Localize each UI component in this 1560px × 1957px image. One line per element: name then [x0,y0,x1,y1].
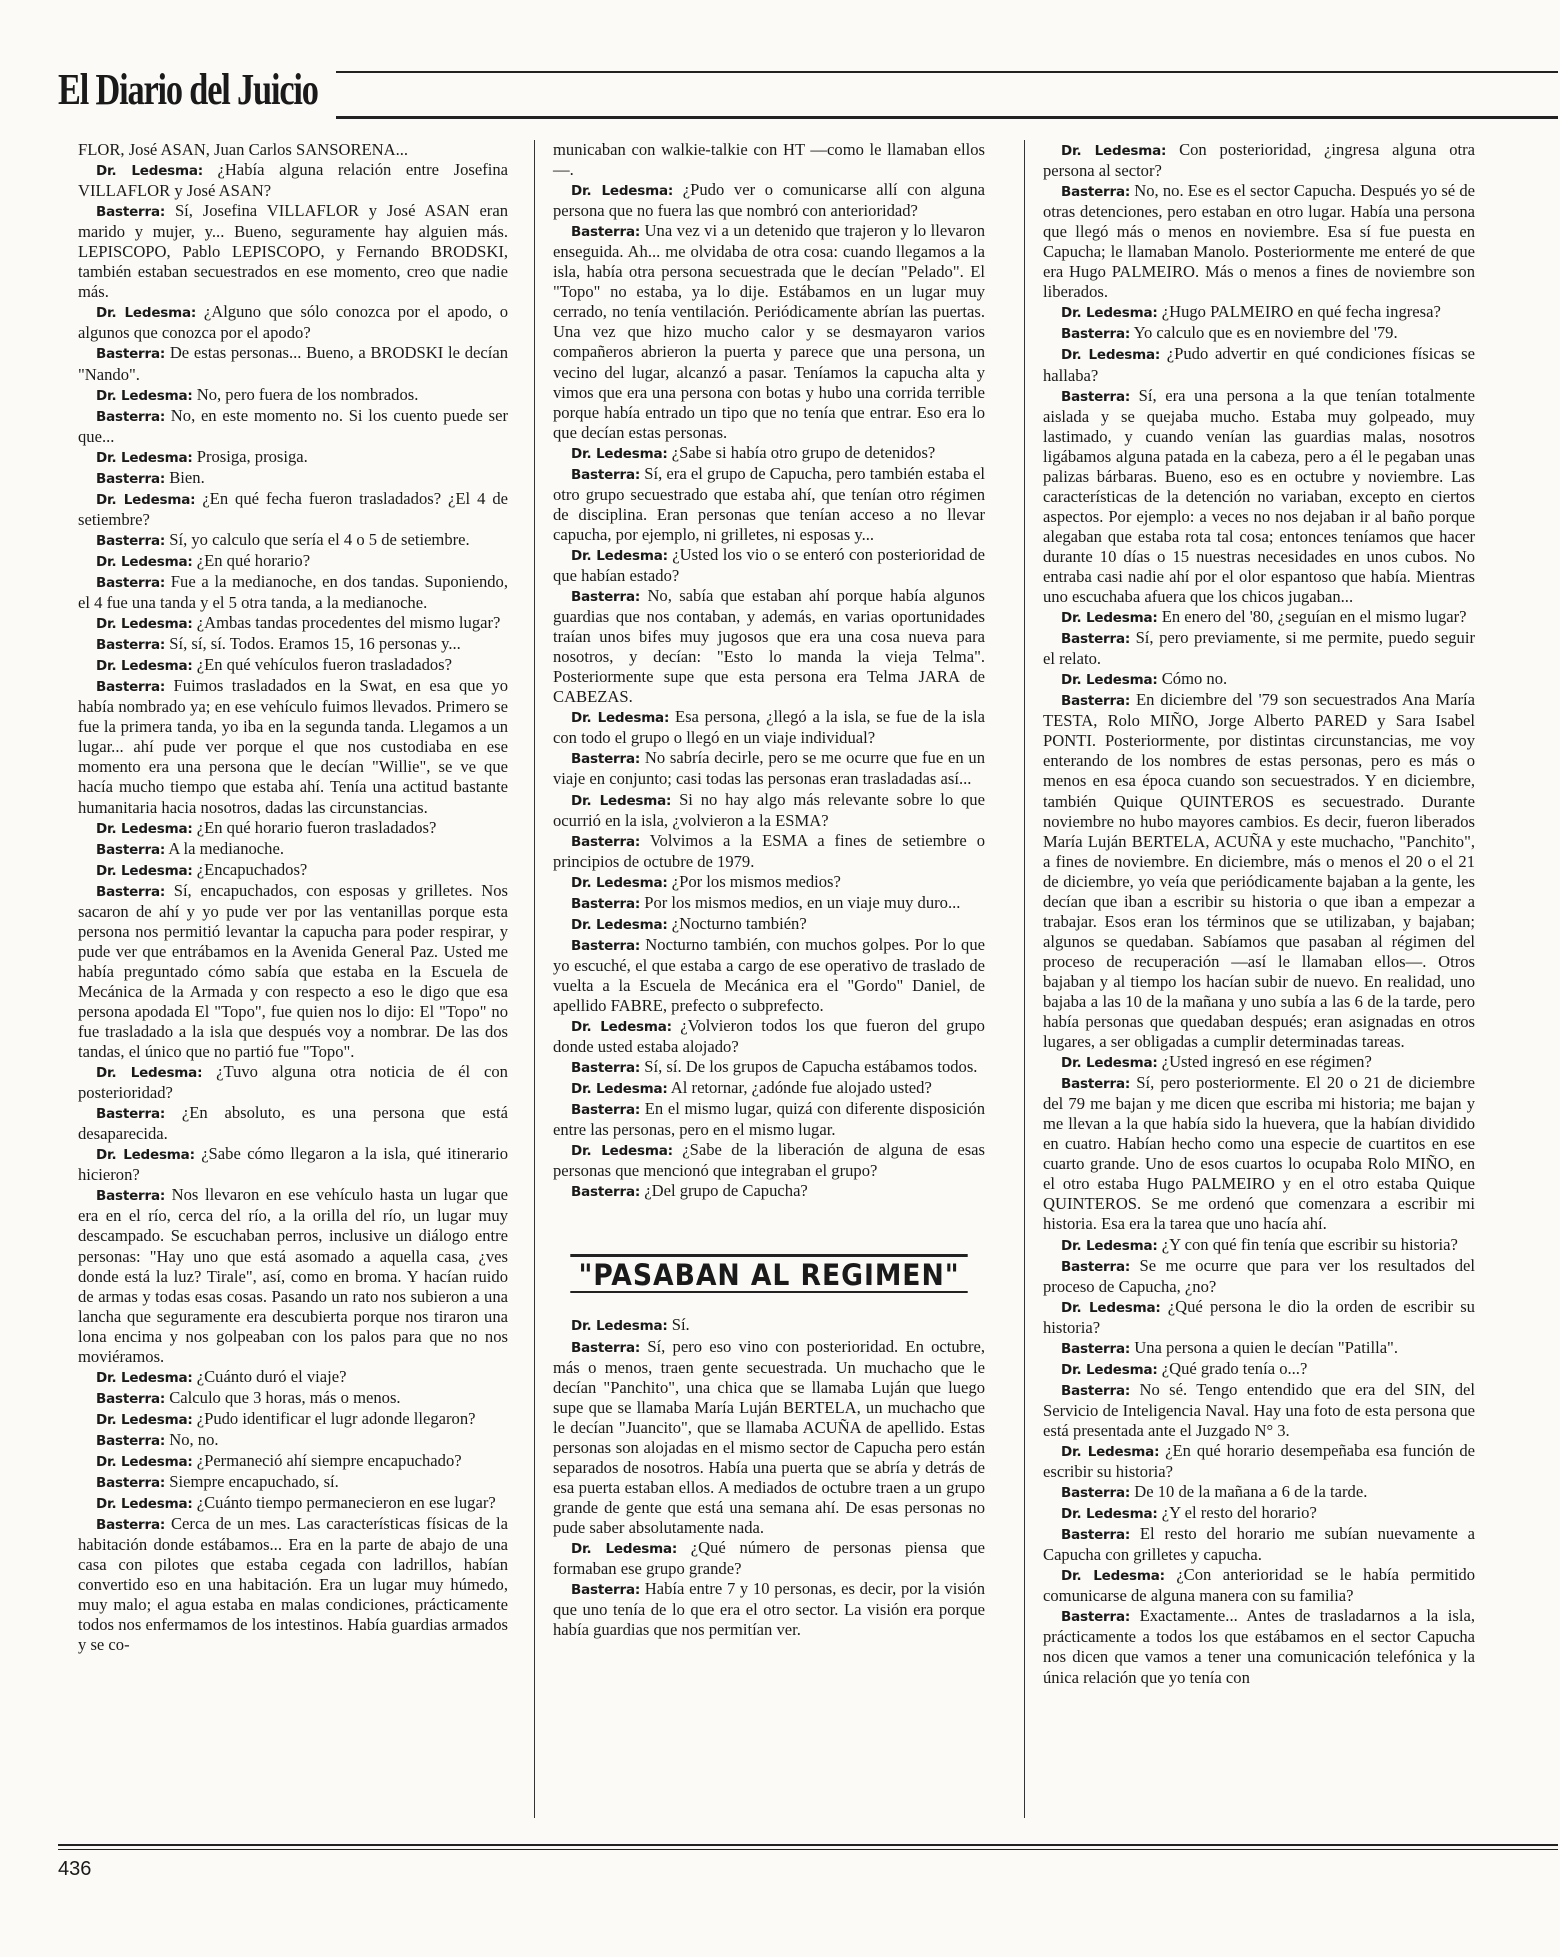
speech-text: Fue a la medianoche, en dos tandas. Suponiendo, el 4 fue una tanda y el 5 otra tanda, a la medianoche. [78,571,508,613]
speaker-label: Dr. Ledesma: [571,1143,673,1160]
speaker-label: Basterra: [96,637,166,654]
speaker-label: Basterra: [571,833,641,850]
speaker-label: Dr. Ledesma: [96,658,193,675]
speaker-label: Basterra: [1061,1609,1131,1626]
speaker-label: Basterra: [1061,1076,1131,1093]
speaker-label: Basterra: [96,346,166,363]
speech-text: FLOR, José ASAN, Juan Carlos SANSORENA... [78,140,409,159]
transcript-paragraph [78,406,508,447]
speech-text: Sí, era el grupo de Capucha, pero también estaba el otro grupo secuestrado que estaba ahí, que tenían otro régimen de disciplina. Eran personas que tenían acceso a no llevar capucha, por ejemplo, ni grilletes, ni esposas y... [553,463,985,544]
speaker-label: Dr. Ledesma: [96,1369,193,1386]
speech-text: ¿Qué número de personas piensa que formaban ese grupo grande? [553,1538,985,1579]
speech-text: municaban con walkie-talkie con HT —como le llamaban ellos—. [553,140,985,180]
speaker-label: Basterra: [1061,1340,1131,1357]
transcript-paragraph [1043,1482,1475,1503]
transcript-paragraph [1043,386,1475,608]
transcript-paragraph [78,385,508,406]
transcript-paragraph [553,1057,985,1078]
speaker-label: Dr. Ledesma: [1061,672,1158,689]
speech-text: No sabría decirle, pero se me ocurre que fue en un viaje en conjunto; casi todas las personas eran trasladadas así... [553,748,985,789]
speech-text: Por los mismos medios, en un viaje muy duro... [644,892,961,912]
transcript-paragraph [78,551,508,572]
speech-text: ¿En qué horario fueron trasladados? [196,817,437,837]
speech-text: Sí, sí, sí. Todos. Eramos 15, 16 personas y... [169,634,461,654]
speaker-label: Basterra: [571,1102,641,1119]
speech-text: ¿Del grupo de Capucha? [644,1181,808,1201]
transcript-paragraph [553,831,985,872]
speech-text: ¿Alguno que sólo conozca por el apodo, o algunos que conozca por el apodo? [78,302,509,343]
speech-text: ¿Sabe de la liberación de alguna de esas personas que mencionó que integraban el grupo? [553,1140,985,1181]
speaker-label: Basterra: [1061,388,1131,405]
speech-text: Bien. [169,467,205,487]
speech-text: ¿Hugo PALMEIRO en qué fecha ingresa? [1161,302,1441,322]
speech-text: ¿Sabe cómo llegaron a la isla, qué itinerario hicieron? [78,1144,509,1185]
transcript-paragraph [78,489,508,530]
speaker-label: Dr. Ledesma: [96,491,196,508]
transcript-paragraph [553,1099,985,1140]
speech-text: ¿Qué persona le dio la orden de escribir su historia? [1043,1296,1475,1337]
speech-text: Exactamente... Antes de trasladarnos a la isla, prácticamente a todos los que estábamos en el sector Capucha nos dicen que vamos a tener una comunicación telefónica y la única relación que yo tenía con [1043,1606,1476,1687]
transcript-paragraph [1043,1606,1475,1687]
transcript-paragraph [1043,1359,1475,1380]
transcript-paragraph [78,530,508,551]
speaker-label: Basterra: [571,589,641,606]
speaker-label: Dr. Ledesma: [1061,1299,1161,1316]
speaker-label: Basterra: [96,470,166,487]
speaker-label: Dr. Ledesma: [571,445,668,462]
speech-text: Había entre 7 y 10 personas, es decir, por la visión que uno tenía de lo que era el otro sector. La visión era porque había guardias que nos permitían ver. [553,1579,985,1640]
speech-text: ¿Con anterioridad se le había permitido comunicarse de alguna manera con su familia? [1043,1565,1475,1606]
section-heading: "PASABAN AL REGIMEN" [570,1254,967,1293]
transcript-paragraph [78,302,508,343]
speaker-label: Basterra: [571,1184,641,1201]
speaker-label: Basterra: [571,1339,641,1356]
speaker-label: Dr. Ledesma: [96,862,193,879]
transcript-paragraph [78,655,508,676]
speaker-label: Dr. Ledesma: [96,553,193,570]
speaker-label: Dr. Ledesma: [571,1081,668,1098]
speaker-label: Dr. Ledesma: [1061,305,1158,322]
speaker-label: Basterra: [1061,1527,1131,1544]
speech-text: ¿Pudo advertir en qué condiciones físicas se hallaba? [1043,344,1475,385]
speaker-label: Basterra: [1061,326,1131,343]
transcript-paragraph [1043,1380,1475,1441]
speech-text: No, no. [169,1429,219,1449]
transcript-paragraph [1043,1503,1475,1524]
speaker-label: Basterra: [96,679,166,696]
transcript-paragraph [1043,607,1475,628]
speaker-label: Dr. Ledesma: [96,1411,193,1428]
speech-text: Volvimos a la ESMA a fines de setiembre o principios de octubre de 1979. [553,830,985,871]
speech-text: ¿En absoluto, es una persona que está desaparecida. [78,1103,508,1144]
transcript-paragraph [1043,140,1475,181]
transcript-paragraph [78,1451,508,1472]
speaker-label: Basterra: [96,1188,166,1205]
transcript-paragraph [1043,1235,1475,1256]
speech-text: Nos llevaron en ese vehículo hasta un lugar que era en el río, cerca del río, a la orilla del río, un lugar muy descampado. Se escuchaban perros, inclusive un diálogo entre personas: "Hay uno que está asomado a aquella casa, ¿ves donde está la luz? Tirale", así, como en broma. Y hacían ruido de armas y todas esas cosas. Pasando un rato nos subieron a una lancha que seguramente era descubierta porque nos tiraron una lona encima y nos golpeaban con los palos para que no nos moviéramos. [78,1185,508,1366]
speaker-label: Dr. Ledesma: [96,1496,193,1513]
transcript-paragraph [1043,181,1475,302]
speaker-label: Dr. Ledesma: [96,1454,193,1470]
transcript-paragraph [78,818,508,839]
transcript-paragraph [78,839,508,860]
speaker-label: Basterra: [96,1517,166,1534]
transcript-paragraph [1043,669,1475,690]
speech-text: ¿Usted los vio o se enteró con posterioridad de que habían estado? [553,544,985,585]
speech-text: Sí, pero posteriormente. El 20 o 21 de diciembre del 79 me bajan y me dicen que escriba mi historia; me bajan y me llevan a la que había sido la huevera, que la habían dividido en cuatro. Habían hecho como una especie de cuartitos en ese cuarto grande. Uno de esos cuartos lo ocupaba Rolo MIÑO, en el otro estaba Hugo PALMEIRO y en el otro estaba Quique QUINTEROS. Se me ordenó que comenzara a escribir mi historia. Esa era la tarea que uno hacía ahí. [1043,1073,1475,1234]
speech-text: ¿Pudo identificar el lugr adonde llegaron? [196,1408,476,1428]
masthead-rule-top [336,71,1558,73]
speech-text: Sí, sí. De los grupos de Capucha estábamos todos. [644,1057,978,1077]
transcript-paragraph [78,1493,508,1514]
speech-text: Al retornar, ¿adónde fue alojado usted? [670,1078,932,1098]
speaker-label: Dr. Ledesma: [96,820,193,837]
speech-text: ¿Por los mismos medios? [671,871,841,891]
text-column-3 [1043,140,1475,1688]
transcript-paragraph [78,1367,508,1388]
transcript-paragraph [1043,690,1475,1052]
speech-text: ¿Ambas tandas procedentes del mismo lugar? [196,613,501,633]
speaker-label: Dr. Ledesma: [571,792,672,809]
transcript-paragraph [553,707,985,748]
masthead-rule-bottom [336,116,1558,119]
transcript-paragraph [553,1579,985,1640]
speech-text: ¿Volvieron todos los que fueron del grupo donde usted estaba alojado? [553,1016,985,1057]
speech-text: Prosiga, prosiga. [196,446,308,466]
speaker-label: Dr. Ledesma: [1061,347,1161,364]
speaker-label: Basterra: [1061,184,1131,201]
speaker-label: Basterra: [96,408,166,425]
speaker-label: Basterra: [96,574,166,591]
transcript-paragraph [553,586,985,707]
speech-text: Nocturno también, con muchos golpes. Por lo que yo escuché, el que estaba a cargo de ese operativo de traslado de vuelta a la Escuela de Mecánica era el "Gordo" Daniel, de apellido FABRE, prefecto o subprefecto. [553,934,986,1015]
footer-rule [58,1844,1558,1850]
speech-text: De 10 de la mañana a 6 de la tarde. [1134,1482,1368,1502]
transcript-paragraph [1043,1441,1475,1482]
speaker-label: Basterra: [1061,1382,1131,1399]
speech-text: Sí, pero previamente, si me permite, puedo seguir el relato. [1043,628,1475,669]
speech-text: ¿Cuánto duró el viaje? [196,1366,347,1386]
transcript-paragraph [553,790,985,831]
transcript-paragraph [78,676,508,817]
transcript-paragraph [1043,1338,1475,1359]
speaker-label: Dr. Ledesma: [1061,1444,1160,1460]
transcript-paragraph [78,881,508,1062]
transcript-paragraph [78,140,508,160]
column-divider [534,140,535,1818]
transcript-paragraph [553,180,985,221]
speech-text: En diciembre del '79 son secuestrados Ana María TESTA, Rolo MIÑO, Jorge Alberto PARED y Sara Isabel PONTI. Posteriormente, por distintas circunstancias, me voy enterando de los nombres de estas personas, pero es más o menos en esa época cuando son secuestrados. Y en diciembre, también Quique QUINTEROS es secuestrado. Durante noviembre no hubo mayores cambios. Es decir, fueron liberados María Luján BERTELA, ACUÑA y este muchacho, "Panchito", a fines de noviembre. En diciembre, más o menos el 20 o el 21 de diciembre, yo veía que periódicamente bajaban a la gente, les decían que iban a escribir su historia o que iban a empezar a trabajar. Esos eran los términos que se utilizaban, y bajaban; algunos se quedaban. Sabíamos que pasaban al régimen del proceso de recuperación —así le llamaban ellos—. Otros bajaban y al tiempo los hacían subir de nuevo. En realidad, uno bajaba a las 10 de la mañana y uno subía a las 6 de la tarde, pero había personas que quedaban después; eran asignadas en otros lugares, a ser obligadas a cumplir determinadas tareas. [1043,690,1476,1052]
speech-text: ¿Cuánto tiempo permanecieron en ese lugar? [196,1493,496,1513]
speaker-label: Dr. Ledesma: [571,710,670,727]
speech-text: No, pero fuera de los nombrados. [196,384,419,404]
transcript-paragraph [553,221,985,443]
speaker-label: Basterra: [571,1060,641,1077]
transcript-paragraph [78,1409,508,1430]
speech-text: Una persona a quien le decían "Patilla". [1134,1337,1398,1357]
speaker-label: Basterra: [96,883,166,900]
speech-text: Si no hay algo más relevante sobre lo que ocurrió en la isla, ¿volvieron a la ESMA? [553,789,985,830]
text-column-1 [78,140,508,1655]
speech-text: Fuimos trasladados en la Swat, en esa que yo había nombrado ya; en ese vehículo fuimos llevados. Primero se fue la primera tanda, yo iba en la segunda tanda. Llegamos a un lugar... ahí pude ver porque el que nos custodiaba en ese momento era una persona que le decían "Willie", se ve que hacía mucho tiempo que estaba ahí. Tenía una actitud bastante humanitaria hacia nosotros, dadas las circunstancias. [78,676,508,817]
speaker-label: Dr. Ledesma: [1061,1568,1165,1585]
transcript-paragraph [78,343,508,384]
speech-text: Calculo que 3 horas, más o menos. [169,1387,401,1407]
speech-text: No, sabía que estaban ahí porque había algunos guardias que nos contaban, y además, en varias oportunidades traían unos bifes muy jugosos que era una cosa nueva para nosotros, y decían: "Esto lo manda la vieja Telma". Posteriormente supe que esta persona era Telma JARA de CABEZAS. [553,586,986,707]
publication-title: El Diario del Juicio [58,65,318,114]
speaker-label: Dr. Ledesma: [96,616,193,633]
masthead [58,64,1558,124]
speech-text: ¿Usted ingresó en ese régimen? [1161,1052,1372,1072]
speech-text: ¿Pudo ver o comunicarse allí con alguna persona que no fuera las que nombró con anterioridad? [553,180,985,221]
speaker-label: Basterra: [96,841,166,858]
transcript-paragraph [553,748,985,789]
speaker-label: Dr. Ledesma: [1061,1237,1158,1254]
transcript-paragraph [553,1538,985,1579]
speech-text: Yo calculo que es en noviembre del '79. [1133,323,1398,343]
transcript-paragraph [1043,1256,1475,1297]
speaker-label: Dr. Ledesma: [571,1541,678,1557]
transcript-paragraph [78,1185,508,1366]
speaker-label: Dr. Ledesma: [96,305,197,322]
page-number: 436 [58,1858,92,1880]
transcript-paragraph [553,1337,985,1538]
speaker-label: Dr. Ledesma: [571,916,668,933]
speaker-label: Basterra: [96,1390,166,1407]
speaker-label: Dr. Ledesma: [571,874,668,891]
speech-text: ¿En qué horario desempeñaba esa función de escribir su historia? [1043,1441,1475,1482]
speech-text: No, no. Ese es el sector Capucha. Después yo sé de otras detenciones, pero estaban en otro lugar. Había una persona que llegó más o menos en noviembre. Esa sí fue puesta en Capucha; le llamaban Manolo. Posteriormente me enteré de que era Hugo PALMEIRO. Más o menos a fines de noviembre son liberados. [1043,181,1475,302]
transcript-paragraph [553,893,985,914]
speech-text: Sí, Josefina VILLAFLOR y José ASAN eran marido y mujer, y... Bueno, seguramente hay alguien más. LEPISCOPO, Pablo LEPISCOPO, y Fernando BRODSKI, también estaban secuestrados en ese momento, creo que nadie más. [78,201,508,302]
transcript-paragraph [78,1430,508,1451]
speech-text: Sí, yo calculo que sería el 4 o 5 de setiembre. [169,529,470,549]
speaker-label: Dr. Ledesma: [96,1147,195,1164]
speaker-label: Basterra: [571,895,641,912]
transcript-paragraph [78,634,508,655]
transcript-paragraph [78,1103,508,1144]
transcript-paragraph [553,1315,985,1336]
transcript-paragraph [1043,1297,1475,1338]
speech-text: Cerca de un mes. Las características físicas de la habitación donde estábamos... Era en la parte de abajo de una casa con pilotes que estaba cegada con ladrillos, habían convertido eso en una habitación. Era un lugar muy húmedo, muy malo; el agua estaba en malas condiciones, prácticamente todos nos enfermamos de los intestinos. Había guardias armados y se co- [78,1514,508,1655]
transcript-paragraph [1043,344,1475,385]
speaker-label: Basterra: [571,1582,641,1599]
speaker-label: Basterra: [571,751,641,768]
speaker-label: Dr. Ledesma: [1061,1506,1158,1523]
speech-text: ¿Y el resto del horario? [1161,1503,1317,1523]
speaker-label: Dr. Ledesma: [571,1318,668,1335]
speech-text: Cómo no. [1161,669,1228,689]
column-divider [1024,140,1025,1818]
speech-text: Siempre encapuchado, sí. [169,1472,339,1492]
speech-text: Se me ocurre que para ver los resultados del proceso de Capucha, ¿no? [1043,1255,1475,1296]
transcript-paragraph [78,1472,508,1493]
speaker-label: Basterra: [96,1106,166,1123]
speaker-label: Dr. Ledesma: [571,1019,672,1036]
transcript-paragraph [78,1388,508,1409]
transcript-paragraph [553,914,985,935]
speaker-label: Basterra: [571,224,641,241]
transcript-paragraph [78,860,508,881]
speaker-label: Dr. Ledesma: [1061,1361,1158,1378]
speaker-label: Dr. Ledesma: [96,1065,203,1082]
speech-text: Con posterioridad, ¿ingresa alguna otra persona al sector? [1043,140,1475,181]
speech-text: ¿Había alguna relación entre Josefina VILLAFLOR y José ASAN? [78,160,508,201]
speech-text: El resto del horario me subían nuevamente a Capucha con grilletes y capucha. [1043,1524,1475,1565]
speaker-label: Basterra: [96,204,166,221]
speaker-label: Dr. Ledesma: [96,163,203,180]
speech-text: Esa persona, ¿llegó a la isla, se fue de la isla con todo el grupo o llegó en un viaje individual? [553,707,985,748]
transcript-paragraph [553,1140,985,1181]
speech-text: No, en este momento no. Si los cuento puede ser que... [78,405,508,446]
transcript-paragraph [78,613,508,634]
transcript-paragraph [1043,1052,1475,1073]
transcript-paragraph [553,935,985,1016]
speech-text: En enero del '80, ¿seguían en el mismo lugar? [1161,607,1467,627]
transcript-paragraph [78,572,508,613]
speech-text: ¿En qué horario? [196,550,311,570]
speech-text: Sí. [671,1315,690,1335]
text-column-2 [553,140,985,1640]
transcript-paragraph [1043,628,1475,669]
speech-text: Sí, encapuchados, con esposas y grilletes. Nos sacaron de ahí y yo pude ver por las ventanillas porque esta persona nos permitió levantar la capucha para poder respirar, y pude ver que entrábamos en la Avenida General Paz. Usted me había preguntado cómo sabía que estaba en la Escuela de Mecánica de la Armada y con respecto a eso le digo que esa persona apodada El "Topo", fue quien nos lo dijo: El "Topo" no fue trasladado a la isla que después voy a nombrar. De las dos tandas, el único que no partió fue "Topo". [78,880,508,1062]
speech-text: De estas personas... Bueno, a BRODSKI le decían "Nando". [78,343,508,384]
speaker-label: Dr. Ledesma: [571,547,668,564]
transcript-paragraph [553,872,985,893]
transcript-paragraph [553,1181,985,1202]
speaker-label: Dr. Ledesma: [96,449,193,466]
speaker-label: Basterra: [1061,693,1131,710]
speech-text: ¿Sabe si había otro grupo de detenidos? [671,442,936,462]
transcript-paragraph [1043,302,1475,323]
transcript-paragraph [553,464,985,545]
speech-text: ¿Qué grado tenía o...? [1161,1358,1308,1378]
transcript-paragraph [553,1078,985,1099]
speaker-label: Basterra: [571,466,641,483]
speech-text: ¿Encapuchados? [196,859,308,879]
transcript-paragraph [553,140,985,180]
speech-text: Una vez vi a un detenido que trajeron y lo llevaron enseguida. Ah... me olvidaba de otra cosa: cuando llegamos a la isla, había otra persona secuestrada que le decían "Pelado". El "Topo" no estaba, ya lo dije. Estábamos en un lugar muy cerrado, no tenía ventilación. Periódicamente abrían las puertas. Una vez que hizo mucho calor y se desmayaron varios compañeros abrieron la puerta y parece que una persona, un vecino del lugar, alcanzó a pasar. Teníamos la capucha alta y vimos que era una persona con botas y hubo una corrida terrible porque había entrado un tipo que no tenía que entrar. Eso era lo que decían estas personas. [553,221,985,442]
speaker-label: Basterra: [96,532,166,549]
speech-text: ¿Nocturno también? [671,913,807,933]
speaker-label: Dr. Ledesma: [1061,610,1158,627]
speaker-label: Basterra: [1061,631,1131,648]
speech-text: ¿Tuvo alguna otra noticia de él con posterioridad? [78,1062,508,1103]
transcript-paragraph [78,447,508,468]
transcript-paragraph [78,160,508,201]
speaker-label: Basterra: [96,1432,166,1449]
transcript-paragraph [553,443,985,464]
speech-text: Sí, era una persona a la que tenían totalmente aislada y se quejaba mucho. Estaba muy golpeado, muy lastimado, y cuando venían las guardias malas, nosotros ligábamos alguna patada en la cabeza, pero a él le pegaban unas palizas bárbaras. Bueno, eso es en octubre y noviembre. Las características de la detención no variaban, excepto en ciertos aspectos. Por ejemplo: a veces no nos dejaban ir al baño porque alegaban que estaba rota tal cosa; entonces teníamos que hacer durante 10 días o 15 nuestras necesidades en unos cubos. No entraba casi nadie ahí por el olor espantoso que había. Mientras uno escuchaba afuera que los chicos jugaban... [1043,385,1475,607]
transcript-paragraph [1043,1524,1475,1565]
transcript-paragraph [553,545,985,586]
transcript-paragraph [78,201,508,302]
transcript-paragraph [1043,1565,1475,1606]
speech-text: ¿Y con qué fin tenía que escribir su historia? [1161,1234,1458,1254]
speaker-label: Dr. Ledesma: [571,183,674,200]
speech-text: En el mismo lugar, quizá con diferente disposición entre las personas, pero en el mismo lugar. [553,1099,986,1140]
speech-text: ¿Permaneció ahí siempre encapuchado? [196,1451,462,1470]
transcript-paragraph [78,468,508,489]
speech-text: ¿En qué fecha fueron trasladados? ¿El 4 de setiembre? [78,488,508,529]
transcript-paragraph [78,1514,508,1655]
transcript-paragraph [1043,1073,1475,1234]
speaker-label: Dr. Ledesma: [1061,143,1167,159]
speaker-label: Dr. Ledesma: [1061,1055,1158,1072]
speaker-label: Basterra: [1061,1485,1131,1502]
speech-text: A la medianoche. [168,838,284,858]
speaker-label: Dr. Ledesma: [96,387,193,404]
transcript-paragraph [78,1062,508,1103]
speaker-label: Basterra: [96,1475,166,1492]
speaker-label: Basterra: [571,937,641,954]
transcript-paragraph [78,1144,508,1185]
speech-text: ¿En qué vehículos fueron trasladados? [196,655,452,675]
speech-text: Sí, pero eso vino con posterioridad. En octubre, más o menos, traen gente secuestrada. Un muchacho que le decían "Panchito", una chica que se llamaba Luján que luego supe que se llamaba María Luján BERTELA, un muchacho que le decían "Juancito", que se llamaba ACUÑA de apellido. Estas personas son alojadas en el mismo sector de Capucha pero están separados de nosotros. Había una puerta que se abría y detrás de esa puerta estaban ellos. A mediados de octubre traen a un grupo grande de gente que está una semana ahí. De esas personas no pude saber absolutamente nada. [553,1336,985,1537]
speaker-label: Basterra: [1061,1258,1131,1275]
speech-text: No sé. Tengo entendido que era del SIN, del Servicio de Inteligencia Naval. Hay una foto de esta persona que está presentada ante el Juzgado N° 3. [1043,1379,1475,1440]
transcript-paragraph [1043,323,1475,344]
transcript-paragraph [553,1016,985,1057]
